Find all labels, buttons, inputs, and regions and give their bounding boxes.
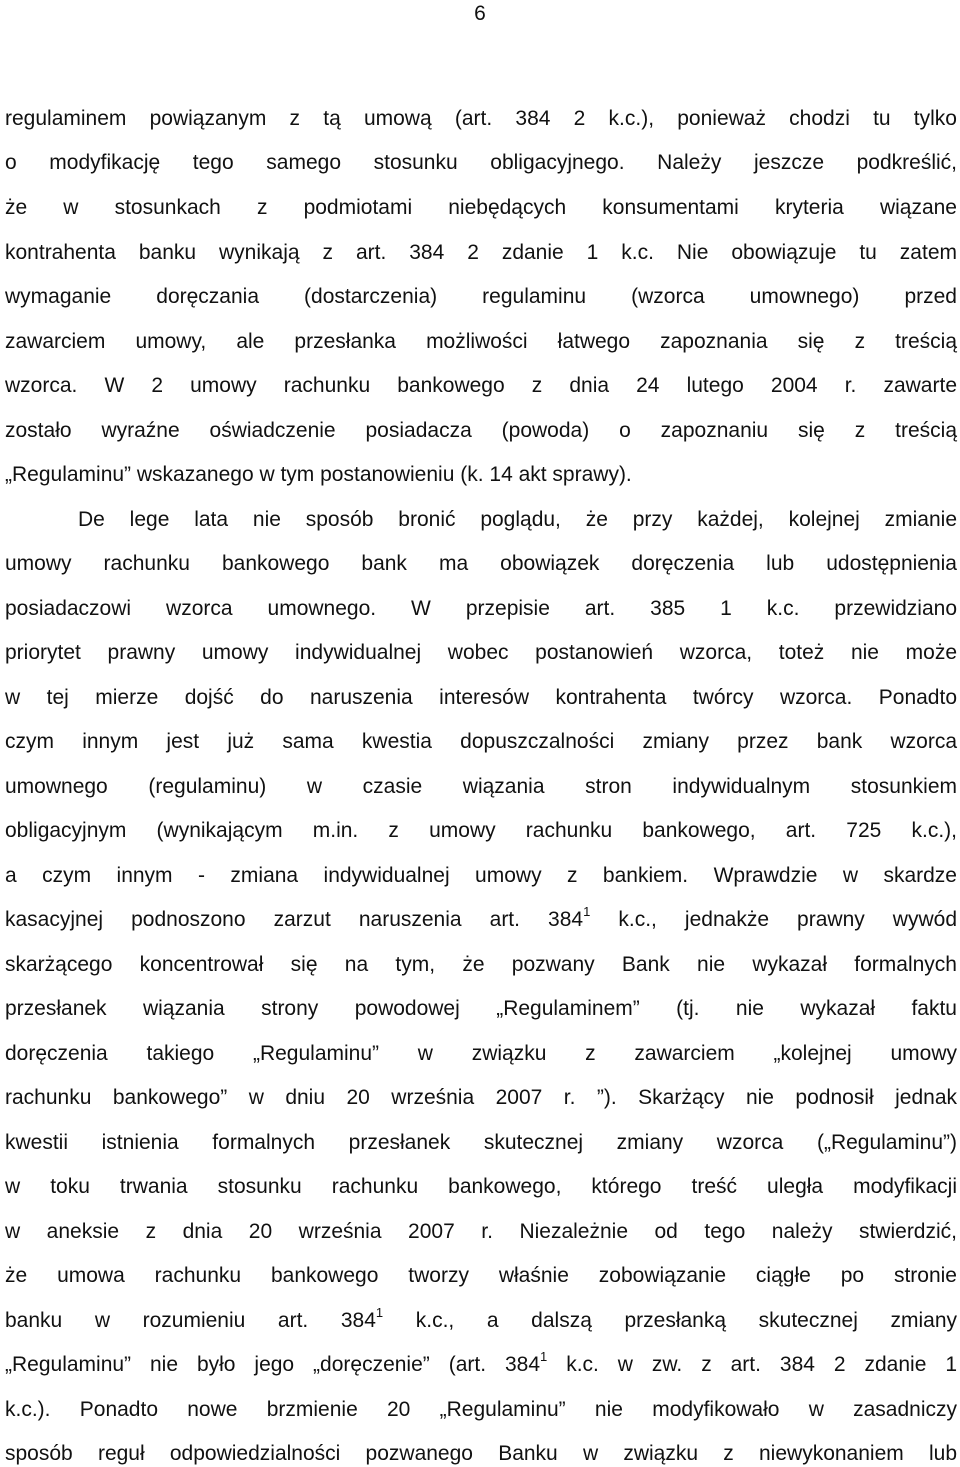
page-number: 6 [474,2,486,25]
text-line: że w stosunkach z podmiotami niebędących konsumentami kryteria wiązane [5,196,957,219]
text-line: obligacyjnym (wynikającym m.in. z umowy rachunku bankowego, art. 725 k.c.), [5,819,957,842]
text-line [5,1349,957,1378]
text-segment: kasacyjnej podnoszono zarzut naruszenia art. 384 [5,908,584,931]
text-line: posiadaczowi wzorca umownego. W przepisie art. 385 1 k.c. przewidziano [5,597,957,620]
text-line: a czym innym - zmiana indywidualnej umowy z bankiem. Wprawdzie w skardze [5,864,957,887]
text-segment: „Regulaminu” nie było jego „doręczenie” (art. 384 [5,1353,541,1376]
paragraph-first-line: De lege lata nie sposób bronić poglądu, że przy każdej, kolejnej zmianie [78,508,957,531]
text-segment: k.c., jednakże prawny wywód [590,908,957,931]
text-line: wzorca. W 2 umowy rachunku bankowego z dnia 24 lutego 2004 r. zawarte [5,374,957,397]
text-line: regulaminem powiązanym z tą umową (art. 384 2 k.c.), ponieważ chodzi tu tylko [5,107,957,130]
text-line: że umowa rachunku bankowego tworzy właśnie zobowiązanie ciągłe po stronie [5,1264,957,1287]
text-line: w toku trwania stosunku rachunku bankowego, którego treść uległa modyfikacji [5,1175,957,1198]
text-line: wymaganie doręczania (dostarczenia) regulaminu (wzorca umownego) przed [5,285,957,308]
text-line: zostało wyraźne oświadczenie posiadacza (powoda) o zapoznaniu się z treścią [5,419,957,442]
text-line: czym innym jest już sama kwestia dopuszczalności zmiany przez bank wzorca [5,730,957,753]
text-segment: k.c., a dalszą przesłanką skutecznej zmiany [383,1309,957,1332]
text-segment: k.c. w zw. z art. 384 2 zdanie 1 [547,1353,957,1376]
superscript: 1 [540,1349,548,1364]
text-line: doręczenia takiego „Regulaminu” w związku z zawarciem „kolejnej umowy [5,1042,957,1065]
text-line: sposób reguł odpowiedzialności pozwanego Banku w związku z niewykonaniem lub [5,1442,957,1465]
superscript: 1 [375,1305,384,1320]
text-line: rachunku bankowego” w dniu 20 września 2007 r. ”). Skarżący nie podnosił jednak [5,1086,957,1109]
text-line: przesłanek wiązania strony powodowej „Regulaminem” (tj. nie wykazał faktu [5,997,957,1020]
text-line: w tej mierze dojść do naruszenia interesów kontrahenta twórcy wzorca. Ponadto [5,686,957,709]
text-line: umownego (regulaminu) w czasie wiązania stron indywidualnym stosunkiem [5,775,957,798]
text-line: o modyfikację tego samego stosunku obligacyjnego. Należy jeszcze podkreślić, [5,151,957,174]
text-line: zawarciem umowy, ale przesłanka możliwości łatwego zapoznania się z treścią [5,330,957,353]
superscript: 1 [583,904,591,919]
text-line: k.c.). Ponadto nowe brzmienie 20 „Regulaminu” nie modyfikowało w zasadniczy [5,1398,957,1421]
text-line: priorytet prawny umowy indywidualnej wobec postanowień wzorca, toteż nie może [5,641,957,664]
text-line [5,1305,957,1334]
text-line: kontrahenta banku wynikają z art. 384 2 zdanie 1 k.c. Nie obowiązuje tu zatem [5,241,957,264]
text-line: kwestii istnienia formalnych przesłanek skutecznej zmiany wzorca („Regulaminu”) [5,1131,957,1154]
text-line [5,904,957,933]
text-line: „Regulaminu” wskazanego w tym postanowieniu (k. 14 akt sprawy). [5,463,632,486]
text-line: umowy rachunku bankowego bank ma obowiązek doręczenia lub udostępnienia [5,552,957,575]
text-line: w aneksie z dnia 20 września 2007 r. Niezależnie od tego należy stwierdzić, [5,1220,957,1243]
text-segment: banku w rozumieniu art. 384 [5,1309,376,1332]
text-line: skarżącego koncentrował się na tym, że pozwany Bank nie wykazał formalnych [5,953,957,976]
